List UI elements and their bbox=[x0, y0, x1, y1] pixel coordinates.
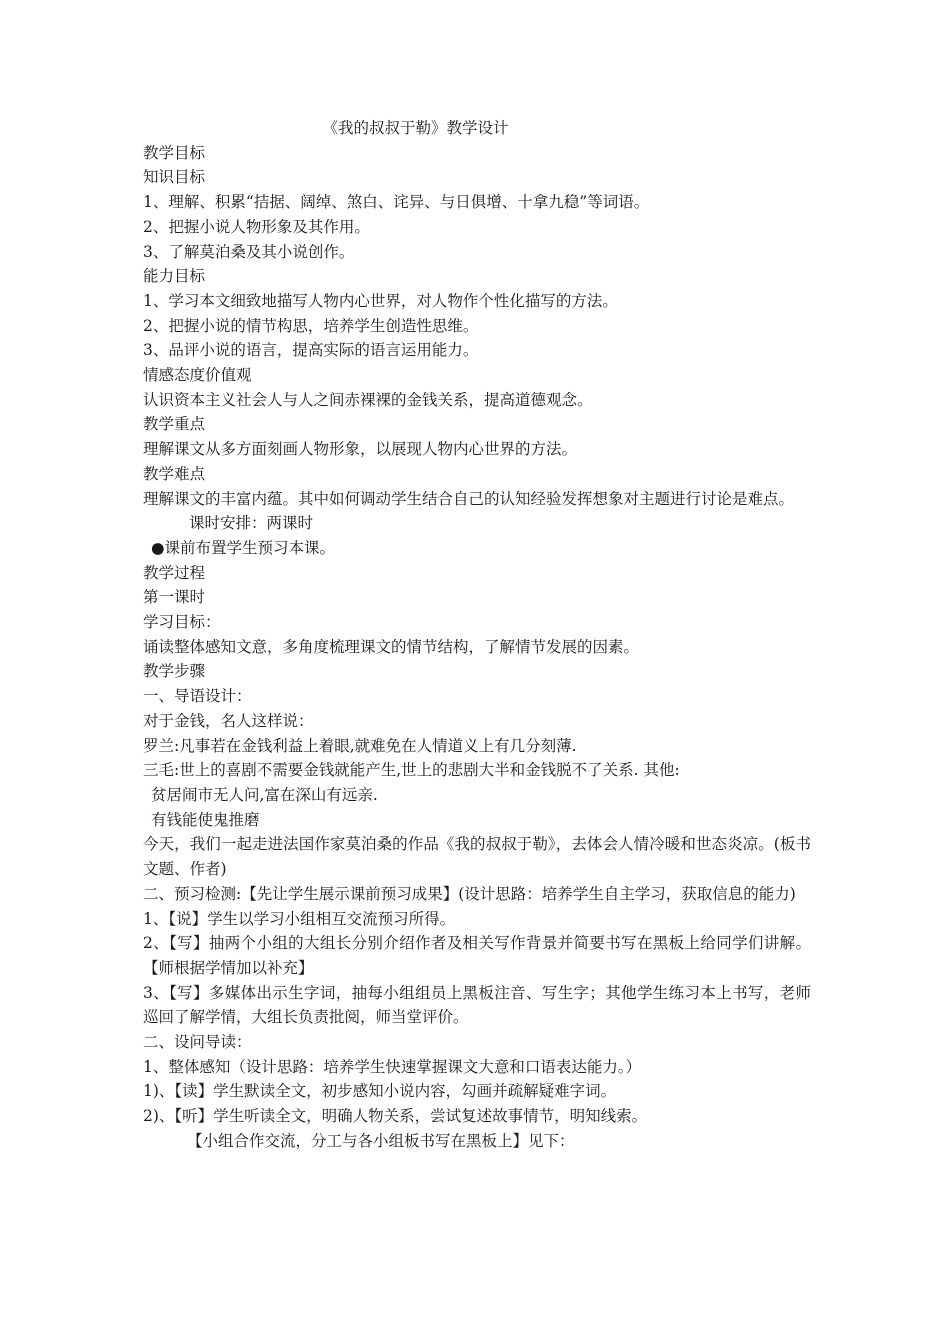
step-2-preview-check: 二、预习检测:【先让学生展示课前预习成果】(设计思路：培养学生自主学习，获取信息的能力) bbox=[143, 884, 796, 903]
preview-item-1: 1、【说】学生以学习小组相互交流预习所得。 bbox=[143, 909, 456, 928]
ability-goal-3: 3、品评小说的语言，提高实际的语言运用能力。 bbox=[143, 341, 479, 360]
heading-key-points: 教学重点 bbox=[143, 415, 206, 434]
knowledge-goal-3: 3、了解莫泊桑及其小说创作。 bbox=[143, 242, 355, 261]
quote-intro: 对于金钱，名人这样说： bbox=[143, 711, 314, 730]
learning-goal-text: 诵读整体感知文意，多角度梳理课文的情节结构，了解情节发展的因素。 bbox=[143, 637, 640, 656]
heading-teaching-steps: 教学步骤 bbox=[143, 662, 206, 681]
reading-item-1: 1)、【读】学生默读全文，初步感知小说内容，勾画并疏解疑难字词。 bbox=[143, 1082, 617, 1101]
schedule-text: 课时安排：两课时 bbox=[189, 514, 314, 533]
overall-perception: 1、整体感知（设计思路：培养学生快速掌握课文大意和口语表达能力。） bbox=[143, 1057, 642, 1076]
document-body bbox=[143, 116, 811, 1154]
knowledge-goal-2: 2、把握小说人物形象及其作用。 bbox=[143, 217, 370, 236]
reading-item-2: 2)、【听】学生听读全文，明确人物关系，尝试复述故事情节，明知线索。 bbox=[143, 1107, 648, 1126]
values-text: 认识资本主义社会人与人之间赤裸裸的金钱关系，提高道德观念。 bbox=[143, 390, 593, 409]
heading-values: 情感态度价值观 bbox=[143, 366, 252, 385]
heading-difficulties: 教学难点 bbox=[143, 464, 206, 483]
ability-goal-2: 2、把握小说的情节构思，培养学生创造性思维。 bbox=[143, 316, 479, 335]
heading-learning-goal: 学习目标： bbox=[143, 613, 221, 632]
heading-first-lesson: 第一课时 bbox=[143, 588, 206, 607]
document-title: 《我的叔叔于勒》教学设计 bbox=[322, 119, 509, 137]
preview-item-2: 2、【写】抽两个小组的大组长分别介绍作者及相关写作背景并简要书写在黑板上给同学们讲解。【师根据学情加以补充】 bbox=[143, 934, 811, 977]
step-1-intro: 一、导语设计： bbox=[143, 687, 252, 706]
intro-paragraph: 今天，我们一起走进法国作家莫泊桑的作品《我的叔叔于勒》，去体会人情冷暖和世态炎凉。(板书文题、作者) bbox=[143, 835, 811, 879]
difficulties-text: 理解课文的丰富内蕴。其中如何调动学生结合自己的认知经验发挥想象对主题进行讨论是难点。 bbox=[143, 489, 795, 508]
heading-teaching-goals: 教学目标 bbox=[143, 143, 206, 162]
heading-knowledge-goals: 知识目标 bbox=[143, 168, 206, 187]
quote-sanmao: 三毛:世上的喜剧不需要金钱就能产生,世上的悲剧大半和金钱脱不了关系. 其他: bbox=[143, 761, 680, 780]
group-cooperation: 【小组合作交流，分工与各小组板书写在黑板上】见下： bbox=[187, 1131, 575, 1150]
heading-ability-goals: 能力目标 bbox=[143, 267, 206, 286]
preview-assignment: ●课前布置学生预习本课。 bbox=[151, 538, 336, 557]
ability-goal-1: 1、学习本文细致地描写人物内心世界，对人物作个性化描写的方法。 bbox=[143, 291, 618, 310]
key-points-text: 理解课文从多方面刻画人物形象，以展现人物内心世界的方法。 bbox=[143, 440, 578, 459]
saying-2: 有钱能使鬼推磨 bbox=[151, 810, 260, 829]
preview-item-3: 3、【写】多媒体出示生字词，抽每小组组员上黑板注音、写生字；其他学生练习本上书写，老师巡回了解学情，大组长负责批阅，师当堂评价。 bbox=[143, 983, 811, 1027]
knowledge-goal-1: 1、理解、积累“拮据、阔绰、煞白、诧异、与日俱增、十拿九稳”等词语。 bbox=[143, 193, 650, 212]
quote-luolan: 罗兰:凡事若在金钱利益上着眼,就难免在人情道义上有几分刻薄. bbox=[143, 736, 577, 755]
step-guided-reading: 二、设问导读： bbox=[143, 1033, 252, 1052]
saying-1: 贫居闹市无人问,富在深山有远亲. bbox=[151, 785, 378, 804]
heading-teaching-process: 教学过程 bbox=[143, 563, 206, 582]
